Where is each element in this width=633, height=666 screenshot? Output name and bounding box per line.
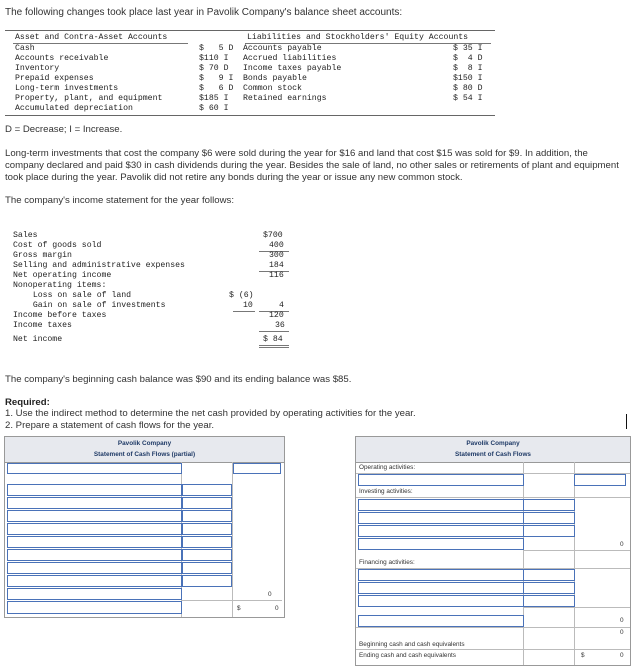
- sheet2-amount-input[interactable]: [523, 595, 575, 607]
- sheet1-total: 0: [275, 605, 279, 612]
- asset-change: $ 60 I: [199, 104, 229, 113]
- income-value: 36: [275, 321, 285, 330]
- text-cursor: [626, 414, 627, 429]
- sheet1-dollar-sign: $: [237, 605, 241, 612]
- liability-name: Accrued liabilities: [243, 54, 337, 63]
- sheet2-amount-input[interactable]: [574, 474, 626, 486]
- sheet1-amount-input[interactable]: [182, 536, 232, 548]
- income-value: 300: [269, 251, 284, 260]
- sheet1-amount-input[interactable]: [182, 549, 232, 561]
- asset-change: $ 70 D: [199, 64, 229, 73]
- income-label: Gross margin: [13, 251, 72, 260]
- financing-total: 0: [620, 617, 624, 624]
- required-item-1: 1. Use the indirect method to determine the net cash provided by operating activities for the year.: [5, 408, 416, 419]
- sheet2-label-input[interactable]: [358, 569, 524, 581]
- income-mid-value: $ (6): [229, 291, 254, 300]
- ending-dollar-sign: $: [581, 652, 585, 659]
- income-label: Sales: [13, 231, 38, 240]
- income-label: Loss on sale of land: [23, 291, 132, 300]
- company-name: Pavolik Company: [117, 440, 172, 447]
- liability-name: Accounts payable: [243, 44, 322, 53]
- sheet1-label-input[interactable]: [7, 549, 182, 561]
- income-label: Income taxes: [13, 321, 72, 330]
- sheet1-label-input[interactable]: [7, 536, 182, 548]
- investing-total: 0: [620, 541, 624, 548]
- sheet1-label-input[interactable]: [7, 601, 182, 614]
- income-value: 120: [269, 311, 284, 320]
- sheet1-label-input[interactable]: [7, 463, 182, 474]
- worksheet-header: [356, 437, 630, 463]
- asset-change: $110 I: [199, 54, 229, 63]
- left-column-header: Asset and Contra-Asset Accounts: [15, 33, 168, 42]
- income-value: 4: [279, 301, 284, 310]
- asset-change: $ 6 D: [199, 84, 234, 93]
- income-label: Gain on sale of investments: [23, 301, 166, 310]
- required-item-2: 2. Prepare a statement of cash flows for the year.: [5, 420, 215, 431]
- income-label: Nonoperating items:: [13, 281, 107, 290]
- income-value: 400: [269, 241, 284, 250]
- asset-name: Accumulated depreciation: [15, 104, 133, 113]
- income-value: $ 84: [263, 335, 283, 344]
- sheet1-amount-input[interactable]: [182, 510, 232, 522]
- ending-cash-label: Ending cash and cash equivalents: [359, 652, 456, 659]
- sheet2-amount-input[interactable]: [523, 582, 575, 594]
- liability-change: $ 8 I: [453, 64, 483, 73]
- liability-change: $ 54 I: [453, 94, 483, 103]
- sheet2-amount-input[interactable]: [523, 512, 575, 524]
- asset-name: Cash: [15, 44, 35, 53]
- sheet1-amount-input[interactable]: [182, 562, 232, 574]
- required-title: Required:: [5, 397, 50, 408]
- sheet2-amount-input[interactable]: [523, 569, 575, 581]
- income-mid-value: 10: [243, 301, 253, 310]
- income-label: Cost of goods sold: [13, 241, 102, 250]
- income-label: Income before taxes: [13, 311, 107, 320]
- sheet1-amount-input[interactable]: [182, 575, 232, 587]
- net-change-total: 0: [620, 629, 624, 636]
- sheet2-label-input[interactable]: [358, 595, 524, 607]
- sheet1-amount-input[interactable]: [233, 463, 281, 474]
- liability-change: $150 I: [453, 74, 483, 83]
- income-label: Net income: [13, 335, 63, 344]
- sheet1-amount-input[interactable]: [182, 523, 232, 535]
- full-cash-flow-worksheet: [355, 436, 631, 666]
- sheet1-amount-input[interactable]: [182, 497, 232, 509]
- sheet2-label-input[interactable]: [358, 582, 524, 594]
- sheet1-label-input[interactable]: [7, 575, 182, 587]
- sheet1-label-input[interactable]: [7, 523, 182, 535]
- liability-change: $ 35 I: [453, 44, 483, 53]
- asset-name: Accounts receivable: [15, 54, 109, 63]
- sheet2-label-input[interactable]: [358, 474, 524, 486]
- income-statement-intro: The company's income statement for the year follows:: [5, 195, 234, 206]
- asset-change: $ 9 I: [199, 74, 234, 83]
- sheet1-label-input[interactable]: [7, 562, 182, 574]
- company-name: Pavolik Company: [466, 440, 520, 447]
- sheet1-label-input[interactable]: [7, 484, 182, 496]
- partial-cash-flow-worksheet: [4, 436, 285, 618]
- asset-name: Prepaid expenses: [15, 74, 94, 83]
- income-statement-table: [5, 224, 295, 352]
- liability-change: $ 4 D: [453, 54, 483, 63]
- sheet2-label-input[interactable]: [358, 512, 524, 524]
- sheet1-amount-input[interactable]: [182, 484, 232, 496]
- asset-name: Property, plant, and equipment: [15, 94, 163, 103]
- asset-name: Inventory: [15, 64, 60, 73]
- income-label: Selling and administrative expenses: [13, 261, 185, 270]
- sheet2-label-input[interactable]: [358, 499, 524, 511]
- beginning-cash-label: Beginning cash and cash equivalents: [359, 641, 465, 648]
- sheet2-label-input[interactable]: [358, 525, 524, 537]
- investing-activities-label: Investing activities:: [359, 488, 413, 495]
- sheet1-label-input[interactable]: [7, 497, 182, 509]
- liability-change: $ 80 D: [453, 84, 483, 93]
- sheet2-label-input[interactable]: [358, 615, 524, 627]
- liability-name: Bonds payable: [243, 74, 307, 83]
- worksheet-header: [5, 437, 284, 463]
- sheet1-label-input[interactable]: [7, 588, 182, 600]
- cash-balance-sentence: The company's beginning cash balance was $90 and its ending balance was $85.: [5, 374, 352, 385]
- sheet1-subtotal: 0: [268, 591, 272, 598]
- asset-change: $185 I: [199, 94, 229, 103]
- income-label: Net operating income: [13, 271, 112, 280]
- transactions-paragraph: Long-term investments that cost the company $6 were sold during the year for $16 and land that cost $15 was sold for $9. In addition, the company declared and paid $30 in cash dividends during the year. Besides the sale of land, no other sales or retirements of plant and equipment took place during the year. Pavolik did not retire any bonds during the year or issue any new common stock.: [5, 148, 619, 183]
- sheet2-label-input[interactable]: [358, 538, 524, 550]
- balance-sheet-changes-table: [5, 30, 495, 116]
- statement-title: Statement of Cash Flows (partial): [93, 451, 196, 458]
- ending-cash-total: 0: [620, 652, 624, 659]
- statement-title: Statement of Cash Flows: [455, 451, 531, 458]
- liability-name: Income taxes payable: [243, 64, 342, 73]
- operating-activities-label: Operating activities:: [359, 464, 416, 471]
- income-value: 184: [269, 261, 284, 270]
- sheet1-label-input[interactable]: [7, 510, 182, 522]
- liability-name: Common stock: [243, 84, 302, 93]
- sheet2-amount-input[interactable]: [523, 499, 575, 511]
- asset-change: $ 5 D: [199, 44, 234, 53]
- legend-text: D = Decrease; I = Increase.: [5, 124, 123, 135]
- income-value: 116: [269, 271, 284, 280]
- income-value: $700: [263, 231, 283, 240]
- asset-name: Long-term investments: [15, 84, 119, 93]
- intro-text: The following changes took place last year in Pavolik Company's balance sheet accounts:: [5, 7, 403, 18]
- liability-name: Retained earnings: [243, 94, 327, 103]
- sheet2-amount-input[interactable]: [523, 525, 575, 537]
- financing-activities-label: Financing activities:: [359, 559, 415, 566]
- right-column-header: Liabilities and Stockholders' Equity Accounts: [247, 33, 469, 42]
